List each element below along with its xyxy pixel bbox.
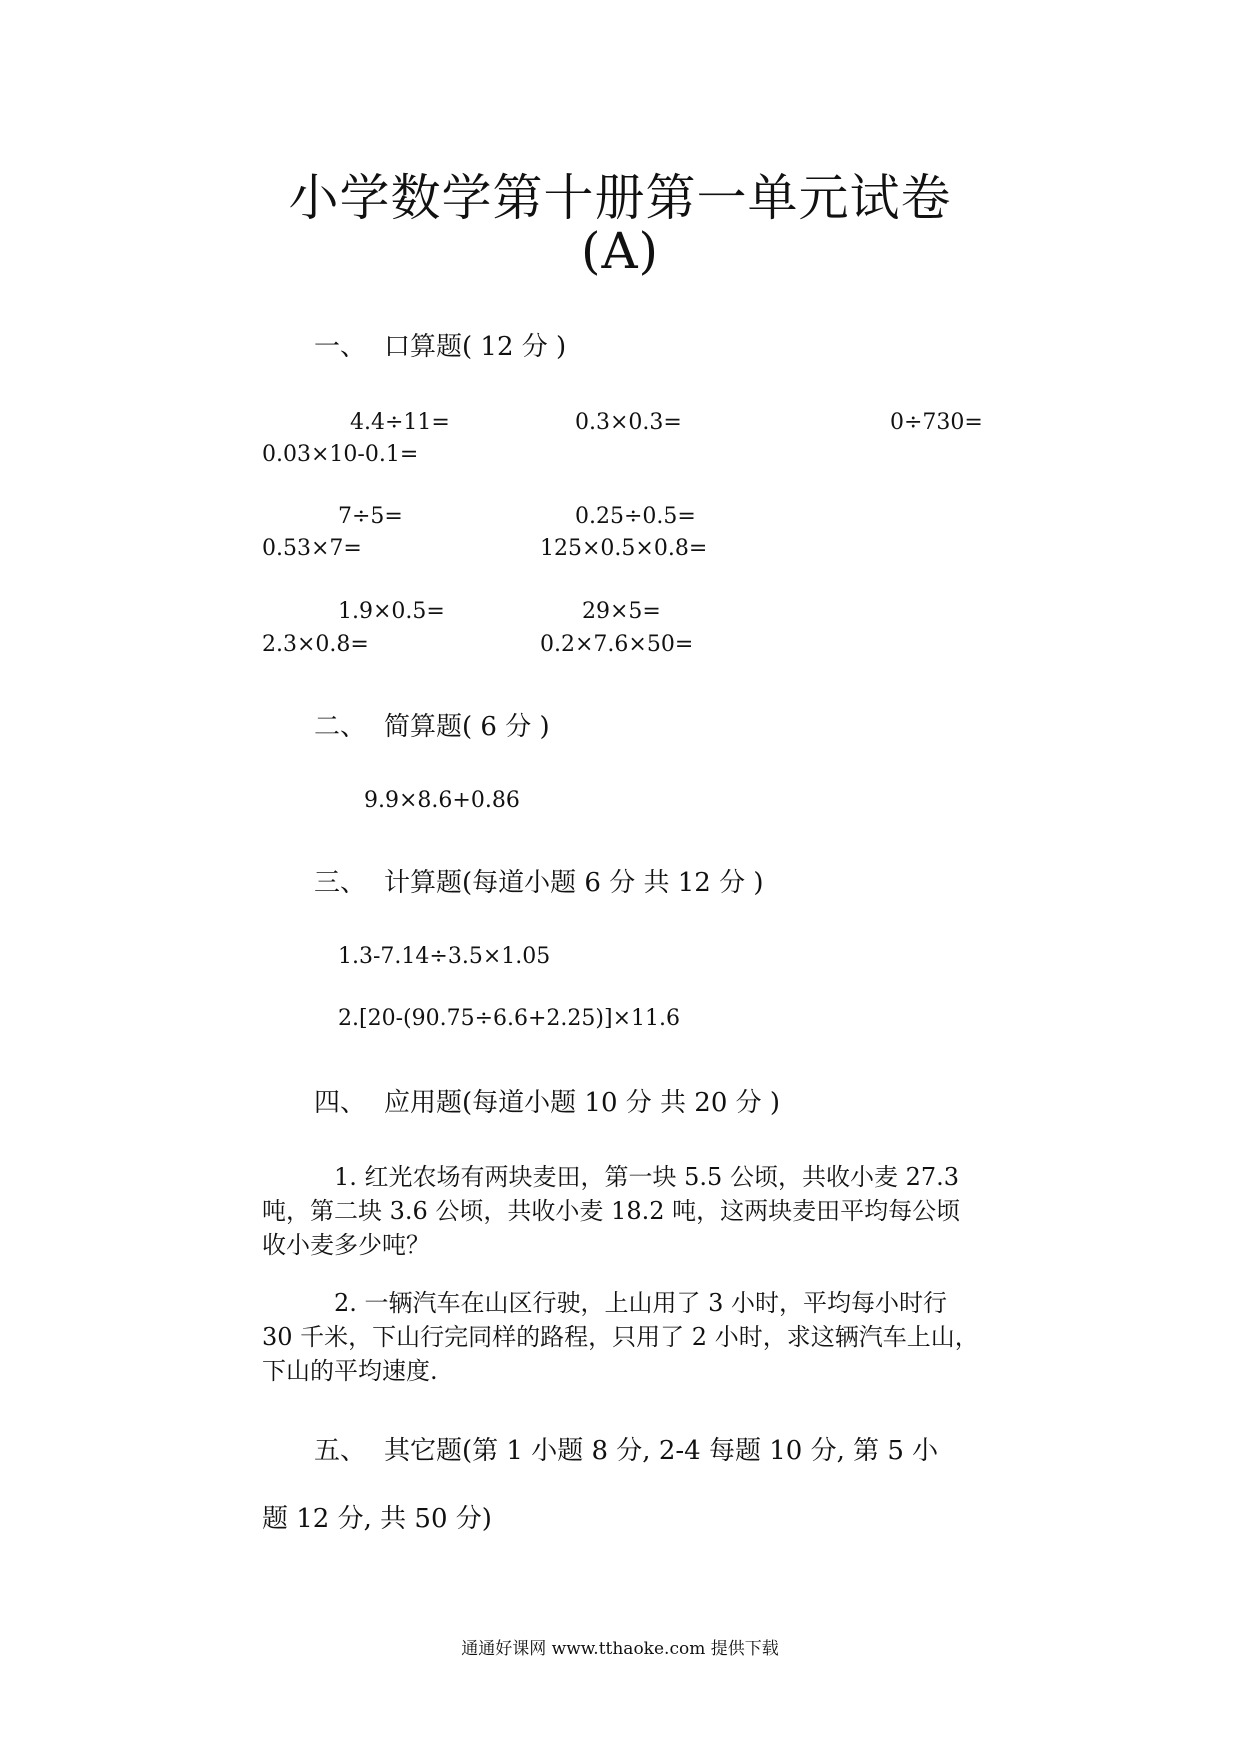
oral-item: 1.9×0.5= bbox=[338, 599, 445, 624]
footer-download-note: 通通好课网 www.tthaoke.com 提供下载 bbox=[461, 1639, 779, 1659]
page-title: 小学数学第十册第一单元试卷 bbox=[288, 169, 952, 227]
simplify-item: 9.9×8.6+0.86 bbox=[364, 788, 520, 813]
section-number: 二、 bbox=[314, 712, 367, 742]
oral-item: 0.2×7.6×50= bbox=[540, 632, 694, 657]
oral-item: 0.3×0.3= bbox=[575, 410, 682, 435]
section-number: 五、 bbox=[314, 1436, 367, 1466]
section-title: 计算题(每道小题 6 分 共 12 分 ) bbox=[384, 868, 764, 898]
section-number: 四、 bbox=[314, 1088, 367, 1118]
applied-problem bbox=[262, 1160, 982, 1262]
page-subtitle: (A) bbox=[580, 222, 660, 280]
section-title-continued: 题 12 分, 共 50 分) bbox=[262, 1504, 492, 1534]
oral-item: 0÷730= bbox=[890, 410, 983, 435]
compute-item: 1.3-7.14÷3.5×1.05 bbox=[338, 944, 551, 969]
oral-item: 125×0.5×0.8= bbox=[540, 536, 708, 561]
section-title: 应用题(每道小题 10 分 共 20 分 ) bbox=[384, 1088, 781, 1118]
section-heading-compute bbox=[314, 862, 764, 899]
section-title: 简算题( 6 分 ) bbox=[384, 712, 550, 742]
section-heading-applied bbox=[314, 1082, 780, 1119]
section-number: 三、 bbox=[314, 868, 367, 898]
oral-item: 0.53×7= bbox=[262, 536, 362, 561]
oral-item: 0.25÷0.5= bbox=[575, 504, 696, 529]
section-heading-simplify bbox=[314, 706, 550, 743]
oral-item: 4.4÷11= bbox=[350, 410, 450, 435]
compute-item: 2.[20-(90.75÷6.6+2.25)]×11.6 bbox=[338, 1006, 680, 1031]
section-heading-other bbox=[314, 1430, 938, 1467]
oral-item: 7÷5= bbox=[338, 504, 403, 529]
oral-item: 29×5= bbox=[582, 599, 661, 624]
applied-problem bbox=[262, 1286, 982, 1388]
oral-item: 2.3×0.8= bbox=[262, 632, 369, 657]
section-title: 其它题(第 1 小题 8 分, 2-4 每题 10 分, 第 5 小 bbox=[384, 1436, 939, 1466]
applied-problem-text: 2. 一辆汽车在山区行驶，上山用了 3 小时，平均每小时行 30 千米，下山行完同样的路程，只用了 2 小时，求这辆汽车上山，下山的平均速度. bbox=[262, 1289, 979, 1385]
applied-problem-text: 1. 红光农场有两块麦田，第一块 5.5 公顷，共收小麦 27.3 吨，第二块 3.6 公顷，共收小麦 18.2 吨，这两块麦田平均每公顷收小麦多少吨？ bbox=[262, 1163, 961, 1259]
section-heading-oral bbox=[314, 326, 566, 363]
section-number: 一、 bbox=[314, 332, 367, 362]
oral-item: 0.03×10-0.1= bbox=[262, 442, 419, 467]
section-title: 口算题( 12 分 ) bbox=[384, 332, 567, 362]
